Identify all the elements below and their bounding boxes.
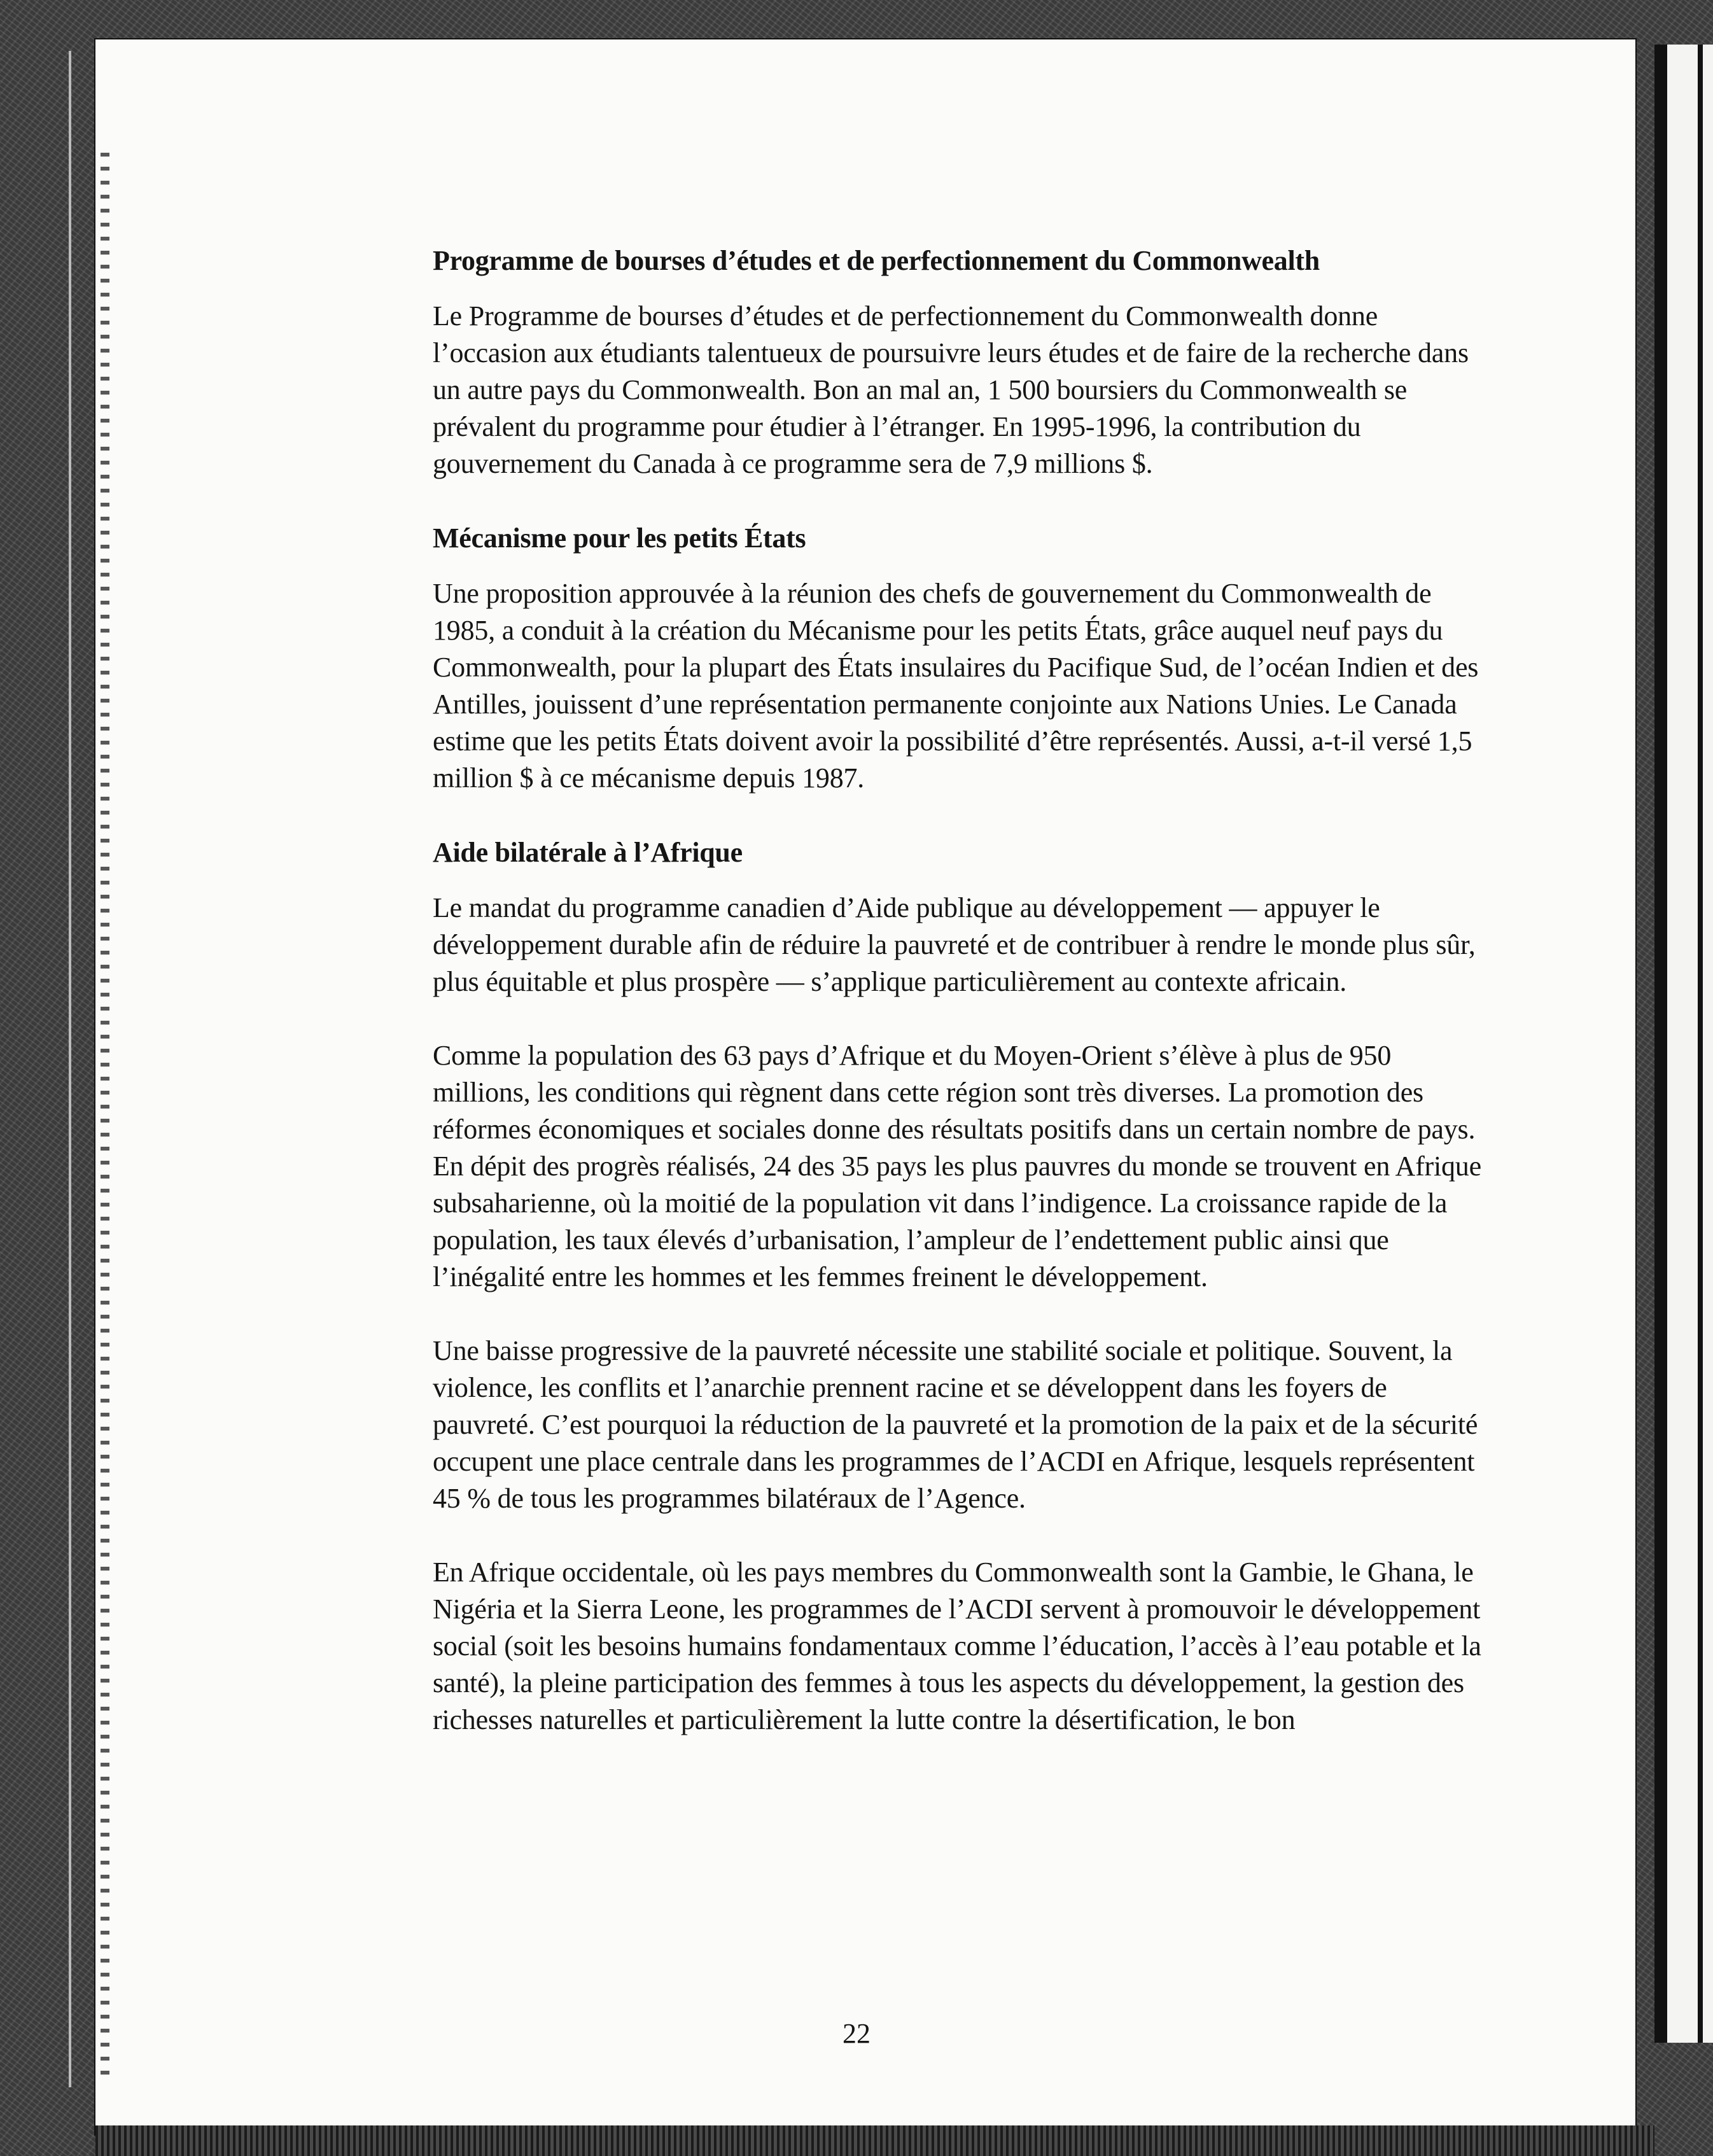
paragraph: En Afrique occidentale, où les pays membres du Commonwealth sont la Gambie, le Ghana, le Nigéria et la Sierra Leone, les programmes de l’ACDI servent à promouvoir le développement social (soit les besoins humains fondamentaux comme l’éducation, l’accès à l’eau potable et la santé), la pleine participation des femmes à tous les aspects du développement, la gestion des richesses naturelles et particulièrement la lutte contre la désertification, le bon	[433, 1557, 1481, 1735]
paragraph: Une baisse progressive de la pauvreté nécessite une stabilité sociale et politique. Souvent, la violence, les conflits et l’anarchie prennent racine et se développent dans les foyers de pauvreté. C’est pourquoi la réduction de la pauvreté et la promotion de la paix et de la sécurité occupent une place centrale dans les programmes de l’ACDI en Afrique, lesquels représentent 45 % de tous les programmes bilatéraux de l’Agence.	[433, 1335, 1478, 1514]
paragraph: Le mandat du programme canadien d’Aide publique au développement — appuyer le développement durable afin de réduire la pauvreté et de contribuer à rendre le monde plus sûr, plus équitable et plus prospère — s’applique particulièrement au contexte africain.	[433, 892, 1476, 997]
section-small-states	[433, 519, 1483, 797]
section-heading: Aide bilatérale à l’Afrique	[433, 837, 743, 868]
page-number: 22	[843, 2018, 870, 2049]
page-content	[433, 242, 1483, 1775]
next-page-edge	[1667, 45, 1713, 2043]
section-heading: Programme de bourses d’études et de perfectionnement du Commonwealth	[433, 245, 1320, 276]
next-page-edge-line	[1698, 45, 1703, 2043]
section-commonwealth-scholarships	[433, 242, 1483, 482]
binding-holes	[101, 153, 109, 2075]
page-edge-border	[1654, 45, 1667, 2043]
section-africa-aid	[433, 834, 1483, 1739]
paragraph: Le Programme de bourses d’études et de perfectionnement du Commonwealth donne l’occasion aux étudiants talentueux de poursuivre leurs études et de faire de la recherche dans un autre pays du Commonwealth. Bon an mal an, 1 500 boursiers du Commonwealth se prévalent du programme pour étudier à l’étranger. En 1995-1996, la contribution du gouvernement du Canada à ce programme sera de 7,9 millions $.	[433, 300, 1469, 479]
section-heading: Mécanisme pour les petits États	[433, 522, 806, 554]
scanner-bottom-edge	[95, 2125, 1654, 2156]
paragraph: Une proposition approuvée à la réunion des chefs de gouvernement du Commonwealth de 1985, a conduit à la création du Mécanisme pour les petits États, grâce auquel neuf pays du Commonwealth, pour la plupart des États insulaires du Pacifique Sud, de l’océan Indien et des Antilles, jouissent d’une représentation permanente conjointe aux Nations Unies. Le Canada estime que les petits États doivent avoir la possibilité d’être représentés. Aussi, a-t-il versé 1,5 million $ à ce mécanisme depuis 1987.	[433, 578, 1479, 794]
paragraph: Comme la population des 63 pays d’Afrique et du Moyen-Orient s’élève à plus de 950 millions, les conditions qui règnent dans cette région sont très diverses. La promotion des réformes économiques et sociales donne des résultats positifs dans un certain nombre de pays. En dépit des progrès réalisés, 24 des 35 pays les plus pauvres du monde se trouvent en Afrique subsaharienne, où la moitié de la population vit dans l’indigence. La croissance rapide de la population, les taux élevés d’urbanisation, l’ampleur de l’endettement public ainsi que l’inégalité entre les hommes et les femmes freinent le développement.	[433, 1040, 1481, 1292]
binding-line	[69, 51, 71, 2087]
